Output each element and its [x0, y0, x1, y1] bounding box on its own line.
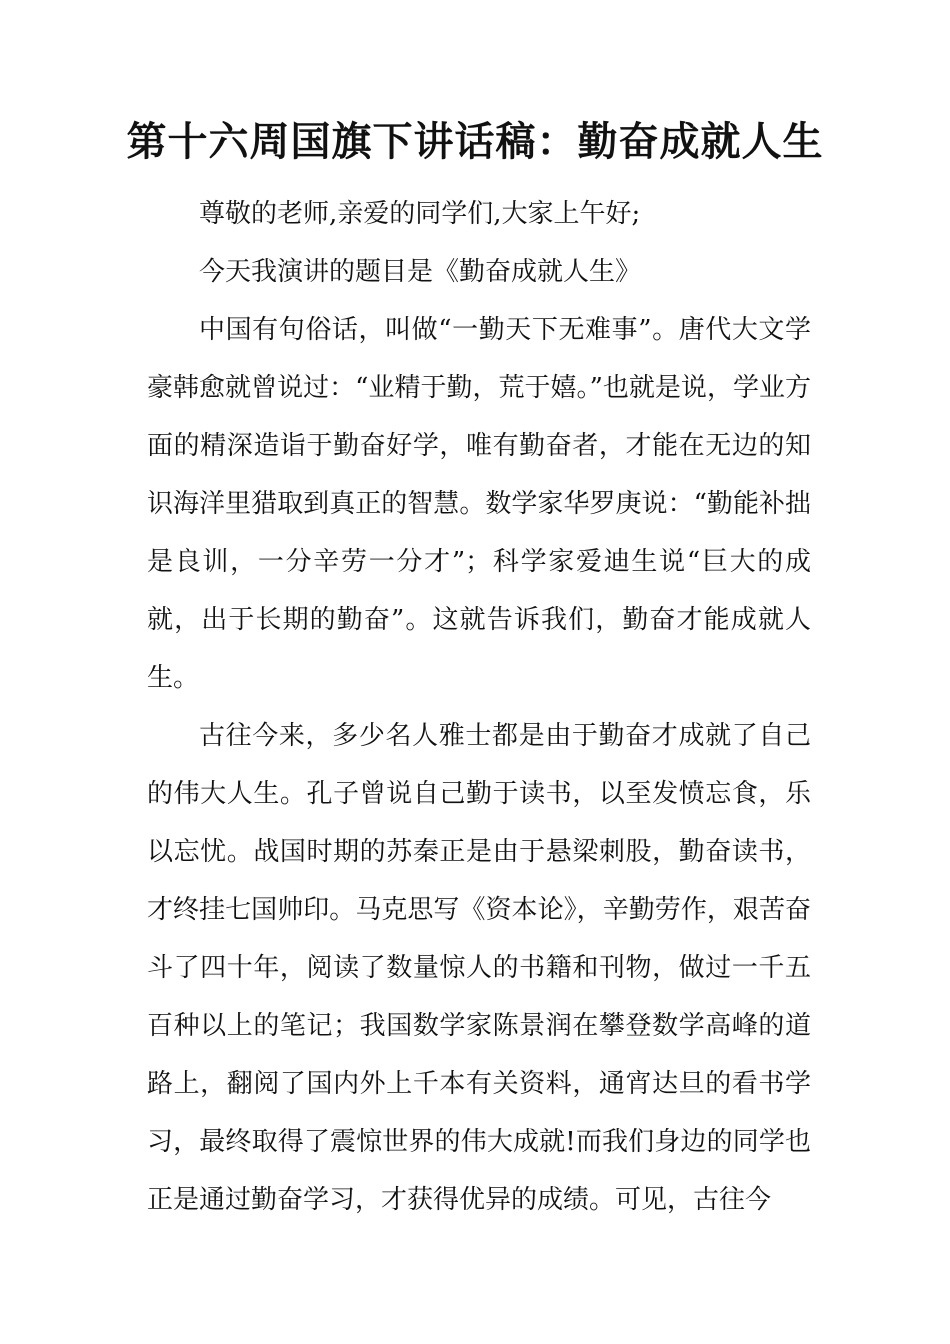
body-paragraph: 中国有句俗话，叫做“一勤天下无难事”。唐代大文学豪韩愈就曾说过：“业精于勤，荒于嬉。”也就是说，学业方面的精深造诣于勤奋好学，唯有勤奋者，才能在无边的知识海洋里猎取到真正的智慧。数学家华罗庚说：“勤能补拙是良训，一分辛劳一分才”；科学家爱迪生说“巨大的成就，出于长期的勤奋”。这就告诉我们，勤奋才能成就人生。	[147, 315, 811, 693]
topic-paragraph: 今天我演讲的题目是《勤奋成就人生》	[199, 257, 642, 287]
body-paragraph: 古往今来，多少名人雅士都是由于勤奋才成就了自己的伟大人生。孔子曾说自己勤于读书，以至发愤忘食，乐以忘忧。战国时期的苏秦正是由于悬梁刺股，勤奋读书，才终挂七国帅印。马克思写《资本论》，辛勤劳作，艰苦奋斗了四十年，阅读了数量惊人的书籍和刊物，做过一千五百种以上的笔记；我国数学家陈景润在攀登数学高峰的道路上，翻阅了国内外上千本有关资料，通宵达旦的看书学习，最终取得了震惊世界的伟大成就!而我们身边的同学也正是通过勤奋学习，才获得优异的成绩。可见，古往今	[147, 721, 811, 1215]
greeting-paragraph: 尊敬的老师,亲爱的同学们,大家上午好;	[199, 199, 641, 229]
document-title: 第十六周国旗下讲话稿：勤奋成就人生	[126, 119, 824, 165]
document-body	[147, 185, 811, 1229]
